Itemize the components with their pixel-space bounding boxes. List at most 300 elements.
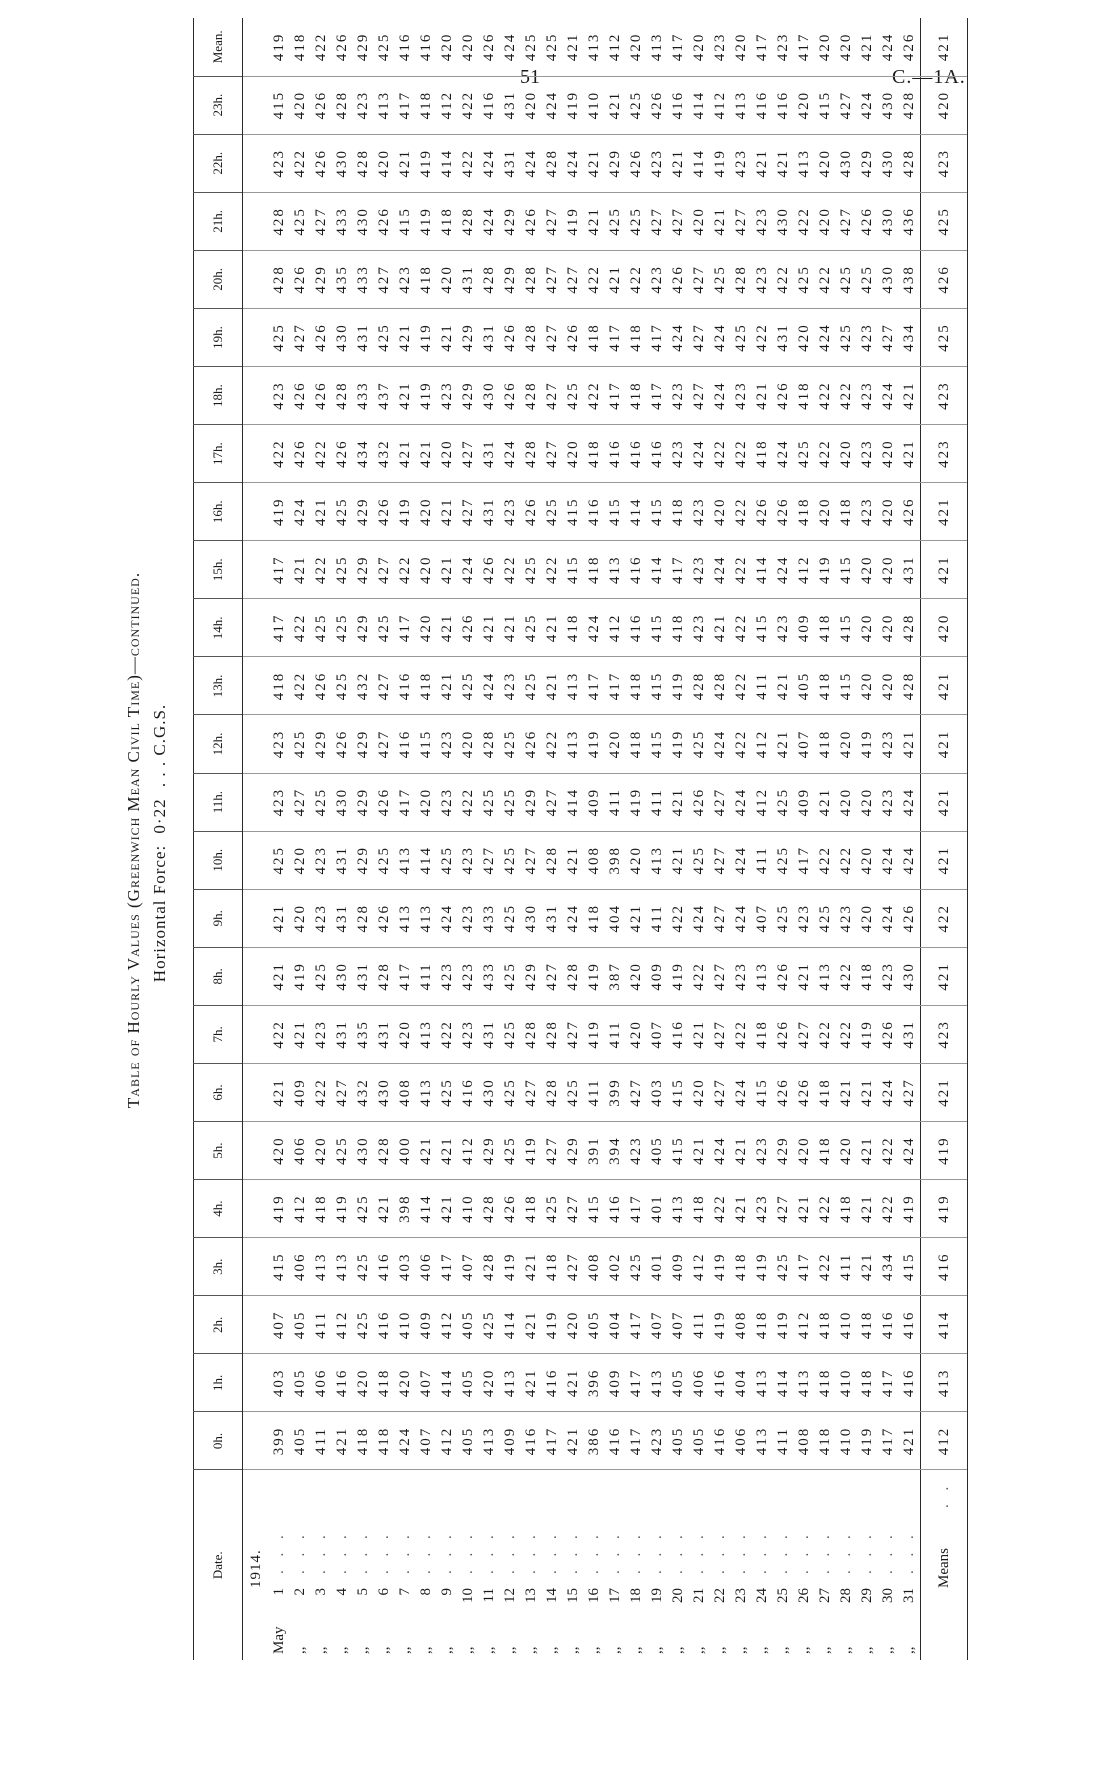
value-cell: 418	[815, 1412, 836, 1470]
value-cell: 415	[269, 76, 290, 134]
day-number: 15	[565, 1588, 581, 1603]
value-cell: 420	[836, 715, 857, 773]
value-cell: 421	[899, 367, 921, 425]
value-cell: 419	[584, 1005, 605, 1063]
value-cell: 426	[668, 250, 689, 308]
value-cell: 424	[437, 889, 458, 947]
hour-header: 8h.	[194, 947, 243, 1005]
value-cell: 416	[374, 1296, 395, 1354]
month-label: ,,	[544, 1646, 560, 1654]
value-cell: 425	[773, 1238, 794, 1296]
date-cell	[836, 1470, 857, 1660]
value-cell: 422	[311, 541, 332, 599]
value-cell: 413	[731, 76, 752, 134]
daily-mean-cell: 426	[334, 32, 350, 62]
value-cell: 426	[374, 483, 395, 541]
value-cell: 418	[752, 425, 773, 483]
value-cell: 424	[878, 1063, 899, 1121]
year-label: 1914.	[243, 1470, 270, 1660]
value-cell: 429	[857, 134, 878, 192]
value-cell: 434	[899, 308, 921, 366]
value-cell: 423	[269, 773, 290, 831]
value-cell: 424	[899, 831, 921, 889]
table-row	[647, 18, 668, 1660]
value-cell: 427	[542, 367, 563, 425]
leader-dots: . . .	[313, 1530, 329, 1574]
value-cell: 418	[794, 483, 815, 541]
value-cell: 420	[857, 657, 878, 715]
value-cell: 417	[878, 1354, 899, 1412]
value-cell: 412	[332, 1296, 353, 1354]
value-cell: 427	[542, 773, 563, 831]
value-cell: 422	[710, 425, 731, 483]
value-cell: 429	[353, 715, 374, 773]
empty-cell	[243, 1238, 270, 1296]
value-cell: 412	[794, 1296, 815, 1354]
month-label: ,,	[355, 1646, 371, 1654]
value-cell: 423	[752, 192, 773, 250]
value-cell: 403	[269, 1354, 290, 1412]
value-cell: 423	[731, 947, 752, 1005]
value-cell: 422	[815, 1238, 836, 1296]
value-cell: 431	[773, 308, 794, 366]
value-cell: 424	[395, 1412, 416, 1470]
date-cell	[353, 1470, 374, 1660]
value-cell: 419	[332, 1180, 353, 1238]
value-cell: 418	[857, 947, 878, 1005]
value-cell: 417	[437, 1238, 458, 1296]
value-cell: 411	[836, 1238, 857, 1296]
value-cell: 416	[626, 541, 647, 599]
value-cell: 417	[626, 1412, 647, 1470]
value-cell: 415	[563, 483, 584, 541]
value-cell: 418	[815, 1122, 836, 1180]
value-cell: 421	[773, 657, 794, 715]
empty-cell	[243, 308, 270, 366]
value-cell: 421	[857, 1180, 878, 1238]
value-cell: 421	[773, 134, 794, 192]
value-cell: 421	[626, 889, 647, 947]
empty-cell	[243, 773, 270, 831]
value-cell: 419	[857, 1412, 878, 1470]
value-cell: 431	[374, 1005, 395, 1063]
value-cell: 421	[563, 831, 584, 889]
value-cell: 423	[437, 715, 458, 773]
day-number: 17	[607, 1588, 623, 1603]
day-number: 12	[502, 1588, 518, 1603]
table-row	[416, 18, 437, 1660]
value-cell: 425	[332, 1122, 353, 1180]
value-cell: 411	[416, 947, 437, 1005]
value-cell: 418	[353, 1412, 374, 1470]
value-cell: 423	[437, 947, 458, 1005]
value-cell: 415	[269, 1238, 290, 1296]
page-number: 51	[520, 66, 540, 88]
value-cell: 431	[479, 483, 500, 541]
mean-value-cell: 421	[921, 541, 968, 599]
mean-value-cell: 421	[921, 715, 968, 773]
value-cell: 423	[857, 308, 878, 366]
value-cell: 418	[689, 1180, 710, 1238]
value-cell: 409	[647, 947, 668, 1005]
value-cell: 413	[752, 1354, 773, 1412]
value-cell: 405	[458, 1412, 479, 1470]
value-cell: 418	[626, 308, 647, 366]
value-cell: 431	[479, 1005, 500, 1063]
value-cell: 427	[542, 425, 563, 483]
value-cell: 422	[815, 250, 836, 308]
value-cell: 421	[500, 599, 521, 657]
month-label: ,,	[880, 1646, 896, 1654]
value-cell: 413	[605, 541, 626, 599]
value-cell: 425	[626, 76, 647, 134]
value-cell: 422	[311, 425, 332, 483]
value-cell: 420	[437, 425, 458, 483]
month-label: ,,	[418, 1646, 434, 1654]
value-cell: 420	[290, 889, 311, 947]
value-cell: 421	[437, 483, 458, 541]
value-cell: 426	[311, 367, 332, 425]
value-cell: 424	[731, 1063, 752, 1121]
value-cell: 416	[626, 425, 647, 483]
value-cell: 431	[332, 889, 353, 947]
value-cell: 421	[290, 541, 311, 599]
hour-header: 0h.	[194, 1412, 243, 1470]
value-cell: 421	[731, 1180, 752, 1238]
value-cell: 427	[878, 308, 899, 366]
table-row	[374, 18, 395, 1660]
value-cell: 422	[584, 250, 605, 308]
value-cell: 422	[437, 1005, 458, 1063]
value-cell: 411	[752, 657, 773, 715]
value-cell: 431	[479, 308, 500, 366]
value-cell: 416	[668, 76, 689, 134]
means-label-cell	[921, 1470, 968, 1660]
date-cell	[416, 1470, 437, 1660]
month-label: ,,	[859, 1646, 875, 1654]
value-cell: 410	[836, 1412, 857, 1470]
value-cell: 425	[458, 657, 479, 715]
value-cell: 418	[626, 657, 647, 715]
mean-value-cell: 421	[921, 773, 968, 831]
value-cell: 432	[374, 425, 395, 483]
value-cell: 431	[899, 541, 921, 599]
table-row	[437, 18, 458, 1660]
value-cell: 421	[521, 1354, 542, 1412]
leader-dots: . . .	[607, 1530, 623, 1574]
value-cell: 421	[689, 1122, 710, 1180]
value-cell: 421	[563, 1412, 584, 1470]
value-cell: 430	[374, 1063, 395, 1121]
value-cell: 431	[353, 308, 374, 366]
empty-cell	[243, 483, 270, 541]
value-cell: 430	[332, 773, 353, 831]
mean-value-cell: 422	[921, 889, 968, 947]
mean-value-cell: 421	[921, 1063, 968, 1121]
value-cell: 410	[395, 1296, 416, 1354]
leader-dots: . . .	[397, 1530, 413, 1574]
day-number: 3	[313, 1588, 329, 1596]
value-cell: 416	[458, 1063, 479, 1121]
value-cell: 415	[836, 541, 857, 599]
value-cell: 430	[332, 308, 353, 366]
daily-mean-cell: 420	[691, 32, 707, 62]
value-cell: 410	[458, 1180, 479, 1238]
value-cell: 405	[584, 1296, 605, 1354]
value-cell: 423	[689, 599, 710, 657]
value-cell: 422	[689, 947, 710, 1005]
rule-cell	[967, 18, 968, 1660]
value-cell: 422	[773, 250, 794, 308]
value-cell: 423	[458, 1005, 479, 1063]
table-row	[395, 18, 416, 1660]
value-cell: 422	[815, 831, 836, 889]
value-cell: 421	[311, 483, 332, 541]
leader-dots: . . .	[670, 1530, 686, 1574]
value-cell: 425	[521, 541, 542, 599]
value-cell: 435	[332, 250, 353, 308]
empty-cell	[243, 18, 270, 76]
month-label: ,,	[523, 1646, 539, 1654]
value-cell: 429	[563, 1122, 584, 1180]
value-cell: 421	[794, 947, 815, 1005]
day-number: 28	[838, 1588, 854, 1603]
value-cell: 425	[626, 1238, 647, 1296]
daily-mean-cell: 424	[502, 32, 518, 62]
value-cell: 421	[269, 1063, 290, 1121]
value-cell: 422	[836, 1005, 857, 1063]
value-cell: 427	[668, 192, 689, 250]
value-cell: 430	[479, 367, 500, 425]
value-cell: 420	[815, 192, 836, 250]
value-cell: 425	[836, 250, 857, 308]
value-cell: 427	[689, 308, 710, 366]
value-cell: 414	[689, 134, 710, 192]
value-cell: 425	[290, 192, 311, 250]
date-cell	[563, 1470, 584, 1660]
empty-cell	[243, 192, 270, 250]
value-cell: 407	[647, 1296, 668, 1354]
date-cell	[794, 1470, 815, 1660]
subtitle-base: 0·22	[150, 798, 169, 834]
value-cell: 418	[269, 657, 290, 715]
value-cell: 425	[479, 1296, 500, 1354]
value-cell: 421	[395, 367, 416, 425]
value-cell: 407	[458, 1238, 479, 1296]
value-cell: 421	[374, 1180, 395, 1238]
value-cell: 421	[437, 599, 458, 657]
value-cell: 424	[563, 134, 584, 192]
value-cell: 418	[815, 1354, 836, 1412]
value-cell: 436	[899, 192, 921, 250]
value-cell: 424	[857, 76, 878, 134]
table-row	[332, 18, 353, 1660]
value-cell: 426	[773, 483, 794, 541]
value-cell: 423	[458, 889, 479, 947]
value-cell: 431	[899, 1005, 921, 1063]
value-cell: 416	[647, 425, 668, 483]
hour-header: 20h.	[194, 250, 243, 308]
value-cell: 421	[416, 1122, 437, 1180]
value-cell: 431	[332, 831, 353, 889]
value-cell: 420	[815, 134, 836, 192]
value-cell: 412	[752, 773, 773, 831]
mean-value-cell: 420	[921, 599, 968, 657]
value-cell: 424	[584, 599, 605, 657]
value-cell: 424	[458, 541, 479, 599]
value-cell: 427	[626, 1063, 647, 1121]
value-cell: 424	[773, 425, 794, 483]
value-cell: 423	[458, 831, 479, 889]
subtitle-element: Horizontal Force:	[150, 844, 169, 983]
value-cell: 412	[437, 76, 458, 134]
date-cell	[878, 1470, 899, 1660]
value-cell: 418	[752, 1296, 773, 1354]
value-cell: 427	[710, 889, 731, 947]
value-cell: 427	[374, 715, 395, 773]
value-cell: 421	[899, 425, 921, 483]
month-label: ,,	[628, 1646, 644, 1654]
value-cell: 434	[353, 425, 374, 483]
leader-dots: . . .	[586, 1530, 602, 1574]
hour-header: 1h.	[194, 1354, 243, 1412]
value-cell: 415	[836, 657, 857, 715]
value-cell: 421	[773, 715, 794, 773]
value-cell: 405	[458, 1296, 479, 1354]
value-cell: 411	[647, 773, 668, 831]
value-cell: 423	[269, 367, 290, 425]
value-cell: 420	[857, 599, 878, 657]
value-cell: 408	[395, 1063, 416, 1121]
value-cell: 421	[605, 76, 626, 134]
leader-dots: . . .	[859, 1530, 875, 1574]
value-cell: 415	[668, 1063, 689, 1121]
value-cell: 427	[542, 1122, 563, 1180]
date-cell	[710, 1470, 731, 1660]
daily-mean-cell: 416	[418, 32, 434, 62]
date-cell	[311, 1470, 332, 1660]
hour-header: 7h.	[194, 1005, 243, 1063]
day-number: 1	[271, 1588, 287, 1596]
value-cell: 425	[542, 1180, 563, 1238]
value-cell: 428	[353, 889, 374, 947]
value-cell: 421	[269, 947, 290, 1005]
value-cell: 407	[269, 1296, 290, 1354]
value-cell: 426	[521, 192, 542, 250]
value-cell: 424	[479, 192, 500, 250]
hour-header: 6h.	[194, 1063, 243, 1121]
value-cell: 417	[269, 541, 290, 599]
leader-dots: . . .	[733, 1530, 749, 1574]
value-cell: 405	[290, 1296, 311, 1354]
value-cell: 420	[857, 889, 878, 947]
value-cell: 426	[500, 308, 521, 366]
value-cell: 422	[500, 541, 521, 599]
date-cell	[374, 1470, 395, 1660]
value-cell: 421	[857, 1063, 878, 1121]
value-cell: 418	[857, 1354, 878, 1412]
mean-value-cell: 423	[921, 1005, 968, 1063]
leader-dots: . . .	[565, 1530, 581, 1574]
empty-cell	[243, 250, 270, 308]
leader-dots: . . .	[460, 1530, 476, 1574]
value-cell: 426	[290, 367, 311, 425]
day-number: 25	[775, 1588, 791, 1603]
value-cell: 414	[752, 541, 773, 599]
hour-header: 18h.	[194, 367, 243, 425]
table-row	[311, 18, 332, 1660]
value-cell: 406	[290, 1122, 311, 1180]
hourly-values-table	[193, 18, 968, 1660]
value-cell: 418	[374, 1354, 395, 1412]
value-cell: 430	[332, 134, 353, 192]
value-cell: 425	[269, 831, 290, 889]
value-cell: 424	[815, 308, 836, 366]
value-cell: 421	[416, 425, 437, 483]
value-cell: 426	[773, 1063, 794, 1121]
month-label: ,,	[733, 1646, 749, 1654]
value-cell: 425	[731, 308, 752, 366]
month-label: ,,	[313, 1646, 329, 1654]
value-cell: 405	[794, 657, 815, 715]
value-cell: 407	[416, 1412, 437, 1470]
value-cell: 430	[836, 134, 857, 192]
value-cell: 423	[752, 1122, 773, 1180]
value-cell: 410	[836, 1354, 857, 1412]
date-cell	[437, 1470, 458, 1660]
value-cell: 422	[290, 657, 311, 715]
value-cell: 431	[353, 947, 374, 1005]
daily-mean-cell: 418	[292, 32, 308, 62]
value-cell: 423	[458, 947, 479, 1005]
date-cell	[584, 1470, 605, 1660]
value-cell: 417	[605, 367, 626, 425]
value-cell: 424	[731, 889, 752, 947]
date-cell	[542, 1470, 563, 1660]
value-cell: 417	[395, 599, 416, 657]
value-cell: 422	[794, 192, 815, 250]
daily-mean-cell: 416	[397, 32, 413, 62]
value-cell: 425	[353, 1296, 374, 1354]
day-number: 19	[649, 1588, 665, 1603]
value-cell: 427	[521, 831, 542, 889]
value-cell: 413	[668, 1180, 689, 1238]
value-cell: 426	[311, 308, 332, 366]
value-cell: 425	[794, 250, 815, 308]
leader-dots: . . .	[712, 1530, 728, 1574]
value-cell: 426	[521, 483, 542, 541]
value-cell: 407	[752, 889, 773, 947]
value-cell: 417	[647, 308, 668, 366]
mean-value-cell: 414	[921, 1296, 968, 1354]
table-row	[626, 18, 647, 1660]
value-cell: 386	[584, 1412, 605, 1470]
value-cell: 425	[374, 308, 395, 366]
value-cell: 429	[353, 773, 374, 831]
value-cell: 418	[416, 76, 437, 134]
value-cell: 418	[836, 483, 857, 541]
value-cell: 425	[857, 250, 878, 308]
month-label: ,,	[607, 1646, 623, 1654]
daily-mean-cell: 420	[838, 32, 854, 62]
date-header: Date.	[194, 1470, 243, 1660]
value-cell: 409	[500, 1412, 521, 1470]
value-cell: 420	[878, 599, 899, 657]
value-cell: 427	[710, 1005, 731, 1063]
value-cell: 414	[563, 773, 584, 831]
value-cell: 425	[773, 889, 794, 947]
value-cell: 425	[437, 1063, 458, 1121]
